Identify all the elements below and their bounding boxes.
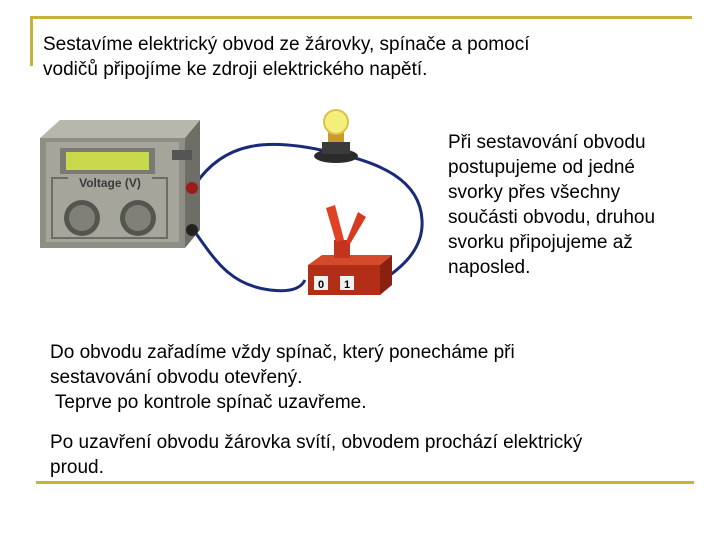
side-line: Při sestavování obvodu [448, 132, 646, 153]
paragraph-line: sestavování obvodu otevřený. [50, 367, 303, 388]
paragraph-line: Teprve po kontrole spínač uzavřeme. [50, 392, 367, 413]
bottom-border [36, 481, 694, 484]
power-supply [40, 120, 200, 248]
intro-line: vodičů připojíme ke zdroji elektrického napětí. [43, 59, 428, 80]
wire-bottom [195, 232, 305, 291]
paragraph-switch [50, 340, 690, 415]
switch [308, 205, 392, 295]
switch-off-label: 0 [317, 279, 325, 291]
paragraph-line: Po uzavření obvodu žárovka svítí, obvodem prochází elektrický [50, 432, 583, 453]
side-line: naposled. [448, 257, 531, 278]
intro-text [43, 32, 683, 82]
side-line: svorky přes všechny [448, 182, 621, 203]
side-line: svorku připojujeme až [448, 232, 633, 253]
paragraph-line: Do obvodu zařadíme vždy spínač, který ponecháme při [50, 342, 515, 363]
bulb [314, 110, 358, 163]
side-line: postupujeme od jedné [448, 157, 635, 178]
left-border [30, 16, 33, 66]
intro-line: Sestavíme elektrický obvod ze žárovky, spínače a pomocí [43, 34, 530, 55]
switch-on-label: 1 [343, 279, 351, 291]
circuit-illustration [40, 100, 440, 310]
paragraph-line: proud. [50, 457, 104, 478]
side-text [448, 130, 698, 280]
top-border [30, 16, 692, 19]
side-line: součásti obvodu, druhou [448, 207, 656, 228]
voltage-label: Voltage (V) [79, 176, 141, 190]
paragraph-result [50, 430, 690, 480]
